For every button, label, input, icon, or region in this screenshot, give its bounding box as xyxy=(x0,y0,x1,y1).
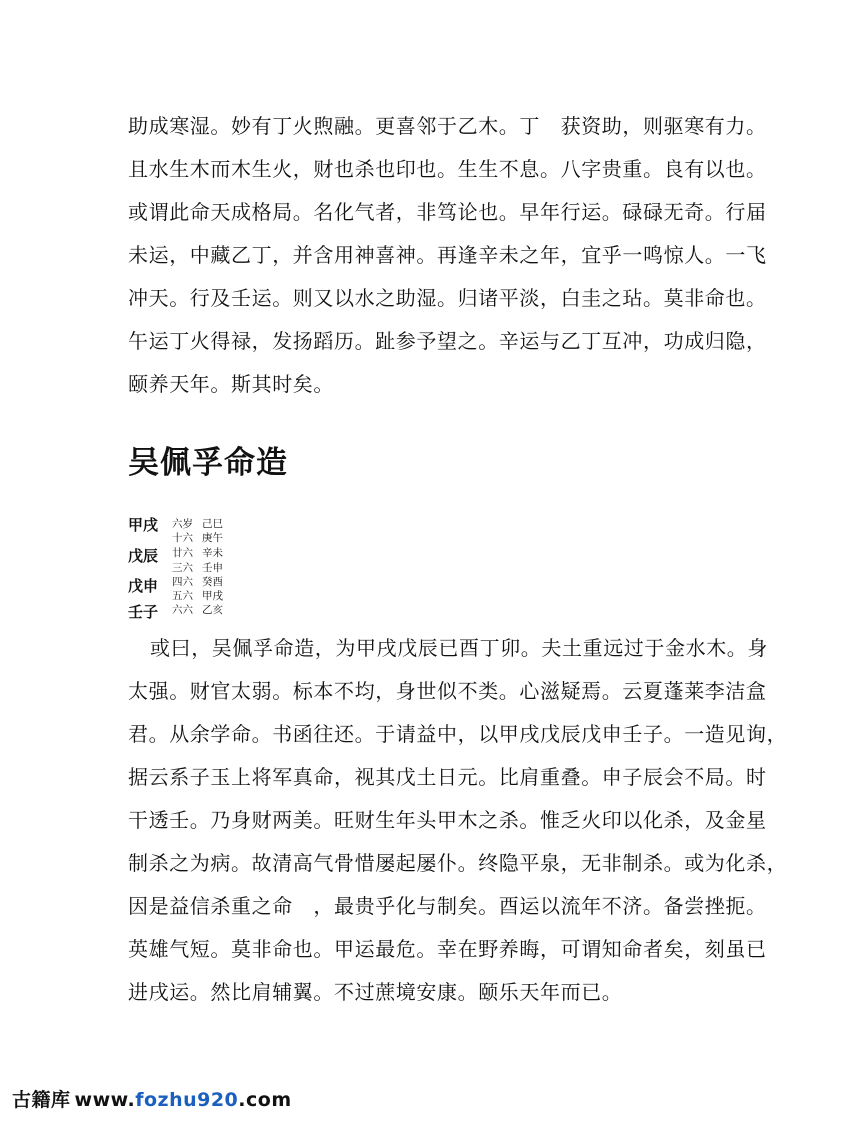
text-line: 午运丁火得禄，发扬蹈历。趾参予望之。辛运与乙丁互冲，功成归隐， xyxy=(128,329,767,353)
luck-stem: 辛未 xyxy=(202,547,223,559)
luck-period xyxy=(172,518,223,530)
text-line: 颐养天年。斯其时矣。 xyxy=(128,372,334,396)
luck-age: 四六 xyxy=(172,576,193,588)
text-line: 太强。财官太弱。标本不均，身世似不类。心滋疑焉。云夏蓬莱李洁盒 xyxy=(128,679,767,703)
luck-period xyxy=(172,532,223,544)
text-line: 且水生木而木生火，财也杀也印也。生生不息。八字贵重。良有以也。 xyxy=(128,157,767,181)
luck-period xyxy=(172,547,223,559)
luck-age: 三六 xyxy=(172,562,193,574)
luck-age: 十六 xyxy=(172,532,193,544)
luck-period xyxy=(172,576,223,588)
text-line: 或谓此命天成格局。名化气者，非笃论也。早年行运。碌碌无奇。行届 xyxy=(128,200,767,224)
pillar-hour: 壬子 xyxy=(128,603,159,621)
paragraph-main xyxy=(128,627,788,1014)
text-line: 据云系子玉上将军真命，视其戊土日元。比肩重叠。申子辰会不局。时 xyxy=(128,765,767,789)
luck-age: 六岁 xyxy=(172,518,193,530)
text-line: 干透壬。乃身财两美。旺财生年头甲木之杀。惟乏火印以化杀，及金星 xyxy=(128,808,767,832)
luck-stem: 庚午 xyxy=(202,532,223,544)
footer-watermark xyxy=(12,1086,292,1114)
text-line: 君。从余学命。书函往还。于请益中，以甲戌戊辰戊申壬子。一造见询， xyxy=(128,722,788,746)
section-heading: 吴佩孚命造 xyxy=(128,445,288,481)
luck-stem: 己巳 xyxy=(202,518,223,530)
luck-stem: 甲戌 xyxy=(202,590,223,602)
luck-stem: 癸酉 xyxy=(202,576,223,588)
luck-period xyxy=(172,590,223,602)
watermark-site-name: 古籍库 xyxy=(12,1089,71,1111)
text-line: 进戌运。然比肩辅翼。不过蔗境安康。颐乐天年而已。 xyxy=(128,980,623,1004)
luck-age: 五六 xyxy=(172,590,193,602)
luck-age: 廿六 xyxy=(172,547,193,559)
luck-period xyxy=(172,562,223,574)
bazi-chart xyxy=(128,514,288,624)
text-line: 冲天。行及壬运。则又以水之助湿。归诸平淡，白圭之玷。莫非命也。 xyxy=(128,286,767,310)
luck-age: 六六 xyxy=(172,604,193,616)
watermark-tld: .com xyxy=(238,1089,292,1111)
pillar-year: 甲戌 xyxy=(128,516,159,534)
text-line: 或曰，吴佩孚命造，为甲戌戊辰已酉丁卯。夫土重远过于金水木。身 xyxy=(150,636,768,660)
text-line: 制杀之为病。故清高气骨惜屡起屡仆。终隐平泉，无非制杀。或为化杀， xyxy=(128,851,788,875)
watermark-www: www. xyxy=(74,1089,136,1111)
text-line: 英雄气短。莫非命也。甲运最危。幸在野养晦，可谓知命者矣，刻虽已 xyxy=(128,937,767,961)
luck-stem: 壬申 xyxy=(202,562,223,574)
text-line: 因是益信杀重之命 ，最贵乎化与制矣。酉运以流年不济。备尝挫扼。 xyxy=(128,894,767,918)
text-line: 未运，中藏乙丁，并含用神喜神。再逢辛未之年，宜乎一鸣惊人。一飞 xyxy=(128,243,767,267)
pillar-day: 戊申 xyxy=(128,577,159,595)
luck-period xyxy=(172,604,223,616)
paragraph-continued xyxy=(128,105,767,406)
luck-stem: 乙亥 xyxy=(202,604,223,616)
pillar-month: 戊辰 xyxy=(128,547,159,565)
text-line: 助成寒湿。妙有丁火煦融。更喜邻于乙木。丁 获资助，则驱寒有力。 xyxy=(128,114,767,138)
watermark-domain: fozhu920 xyxy=(135,1089,239,1111)
